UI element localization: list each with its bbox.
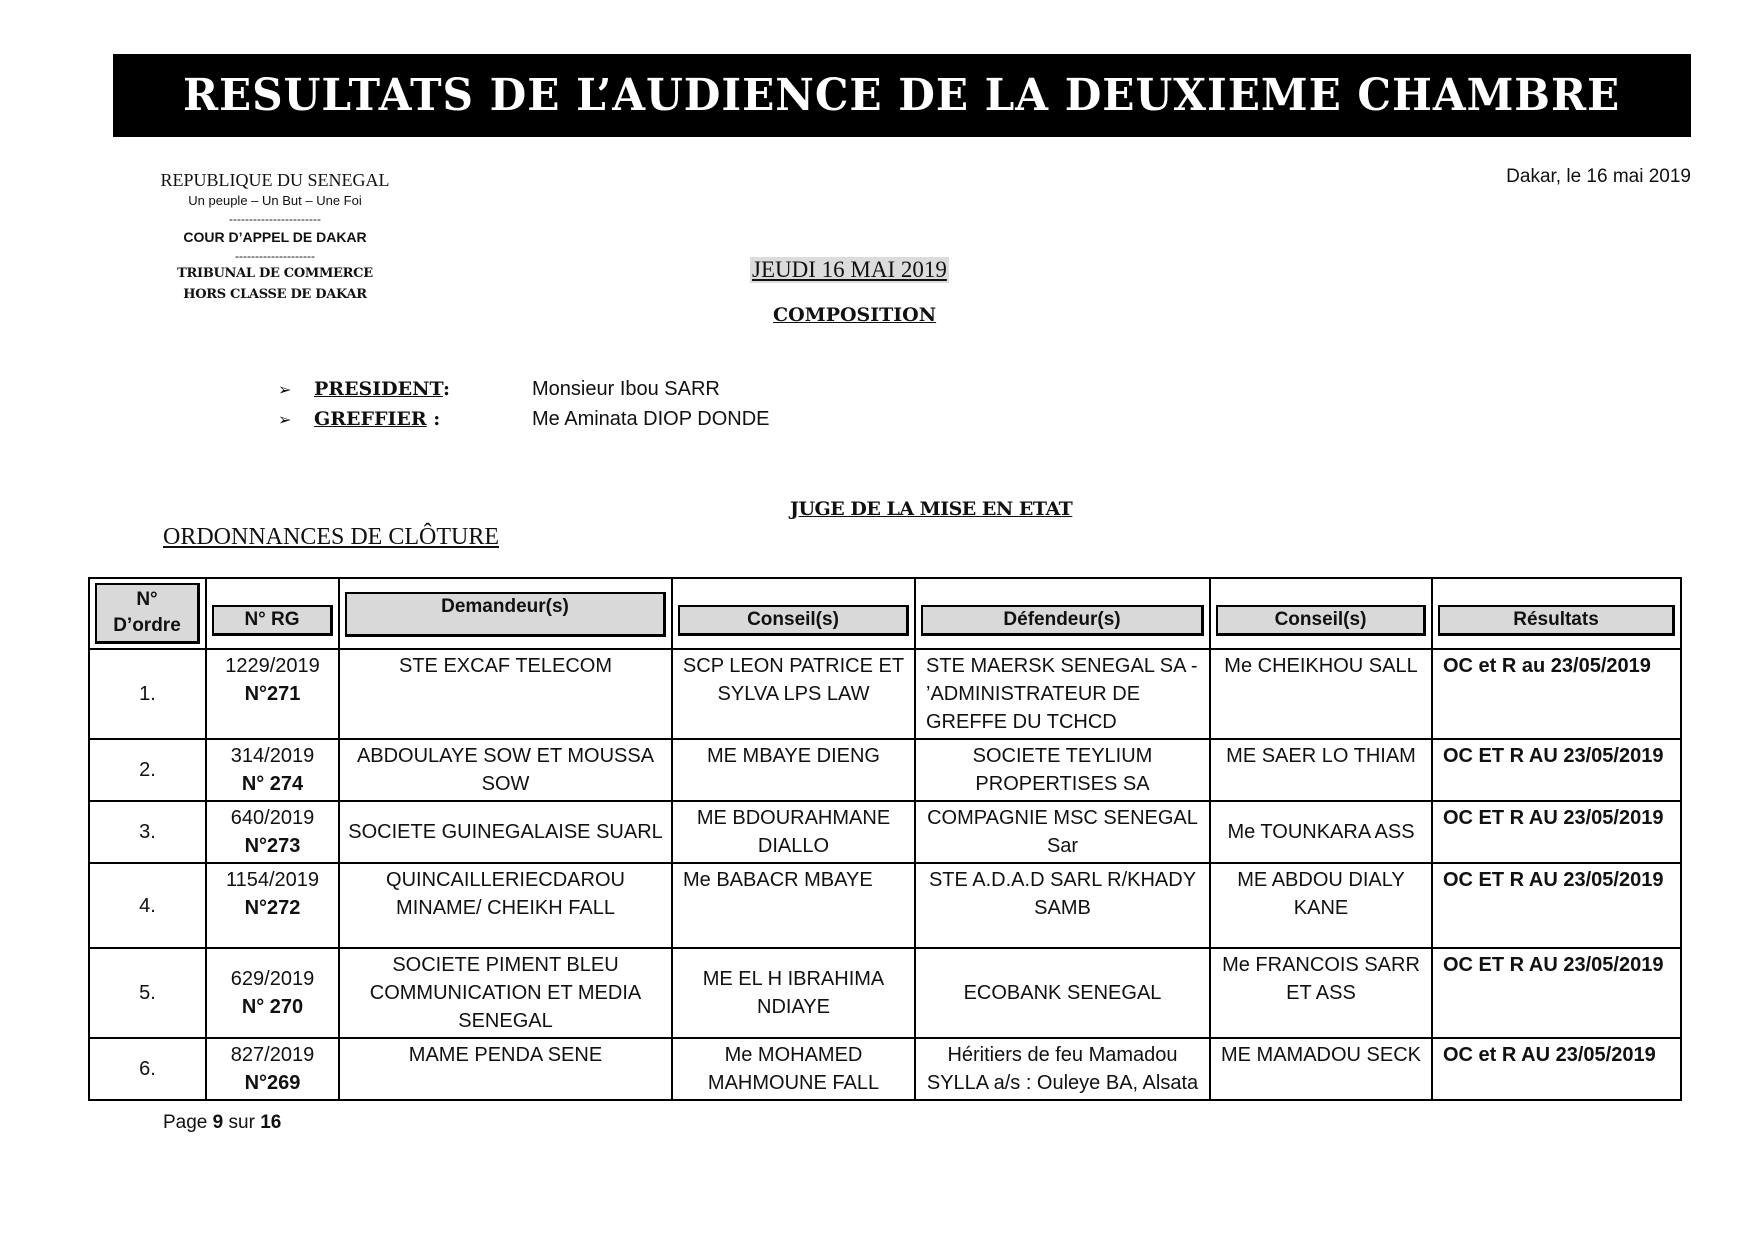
cell-resultat: OC ET R AU 23/05/2019 xyxy=(1432,948,1681,1038)
member-name: Me Aminata DIOP DONDE xyxy=(532,408,770,430)
document-title: RESULTATS DE L’AUDIENCE DE LA DEUXIEME CHAMBRE xyxy=(183,70,1621,121)
cell-ordre: 1. xyxy=(89,649,206,739)
header-defendeurs: Défendeur(s) xyxy=(915,578,1210,649)
section-title: JUGE DE LA MISE EN ETAT xyxy=(790,498,1073,520)
cell-demandeur: ABDOULAYE SOW ET MOUSSA SOW xyxy=(339,739,672,801)
header-conseils-demandeurs: Conseil(s) xyxy=(672,578,915,649)
tribunal-line-1: TRIBUNAL DE COMMERCE xyxy=(177,266,373,281)
letterhead xyxy=(140,170,410,305)
header-ordre: N° D’ordre xyxy=(89,578,206,649)
cell-defendeur: Héritiers de feu Mamadou SYLLA a/s : Ouleye BA, Alsata xyxy=(915,1038,1210,1100)
arrow-bullet-icon: ➢ xyxy=(278,382,292,399)
table-row xyxy=(89,1038,1681,1100)
cell-rg: 1229/2019 N°271 xyxy=(206,649,339,739)
composition-greffier xyxy=(278,408,769,431)
cell-ordre: 3. xyxy=(89,801,206,863)
title-banner xyxy=(113,54,1691,137)
rg-number: N°271 xyxy=(244,683,301,705)
cell-ordre: 4. xyxy=(89,863,206,948)
page-footer: Page 9 sur 16 xyxy=(163,1112,282,1133)
cell-conseil-demandeur: Me MOHAMED MAHMOUNE FALL xyxy=(672,1038,915,1100)
cell-conseil-defendeur: Me TOUNKARA ASS xyxy=(1210,801,1432,863)
cell-conseil-demandeur: Me BABACR MBAYE xyxy=(672,863,915,948)
cell-defendeur: SOCIETE TEYLIUM PROPERTISES SA xyxy=(915,739,1210,801)
role-separator: : xyxy=(426,408,441,430)
table-row xyxy=(89,863,1681,948)
subsection-title: ORDONNANCES DE CLÔTURE xyxy=(163,524,499,550)
cell-conseil-defendeur: ME SAER LO THIAM xyxy=(1210,739,1432,801)
cell-rg: 827/2019 N°269 xyxy=(206,1038,339,1100)
rg-number: N°269 xyxy=(244,1072,301,1094)
cell-defendeur: STE MAERSK SENEGAL SA - ’ADMINISTRATEUR DE GREFFE DU TCHCD xyxy=(915,649,1210,739)
cell-defendeur: ECOBANK SENEGAL xyxy=(915,948,1210,1038)
cell-demandeur: STE EXCAF TELECOM xyxy=(339,649,672,739)
cell-ordre: 2. xyxy=(89,739,206,801)
header-demandeurs: Demandeur(s) xyxy=(339,578,672,649)
table-row xyxy=(89,649,1681,739)
results-table-wrapper xyxy=(88,577,1680,1101)
republic-name: REPUBLIQUE DU SENEGAL xyxy=(160,170,390,190)
cell-resultat: OC ET R AU 23/05/2019 xyxy=(1432,863,1681,948)
cell-rg: 640/2019 N°273 xyxy=(206,801,339,863)
header-resultats: Résultats xyxy=(1432,578,1681,649)
cell-rg: 1154/2019 N°272 xyxy=(206,863,339,948)
separator: ----------------------- xyxy=(229,212,321,226)
table-row xyxy=(89,801,1681,863)
cell-resultat: OC ET R AU 23/05/2019 xyxy=(1432,739,1681,801)
cell-rg: 314/2019 N° 274 xyxy=(206,739,339,801)
cell-resultat: OC et R AU 23/05/2019 xyxy=(1432,1038,1681,1100)
cell-conseil-defendeur: ME MAMADOU SECK xyxy=(1210,1038,1432,1100)
national-motto: Un peuple – Un But – Une Foi xyxy=(188,193,362,208)
current-page: 9 xyxy=(212,1112,224,1133)
total-pages: 16 xyxy=(260,1112,282,1133)
hearing-date: JEUDI 16 MAI 2019 xyxy=(752,257,947,282)
place-date: Dakar, le 16 mai 2019 xyxy=(1506,166,1691,187)
role-label: PRESIDENT xyxy=(314,378,443,400)
role-label: GREFFIER xyxy=(314,408,427,430)
header-rg: N° RG xyxy=(206,578,339,649)
cell-conseil-demandeur: ME BDOURAHMANE DIALLO xyxy=(672,801,915,863)
cell-conseil-defendeur: Me FRANCOIS SARR ET ASS xyxy=(1210,948,1432,1038)
composition-title: COMPOSITION xyxy=(773,304,937,326)
cell-rg: 629/2019 N° 270 xyxy=(206,948,339,1038)
court-name: COUR D’APPEL DE DAKAR xyxy=(183,229,367,245)
table-row xyxy=(89,739,1681,801)
cell-conseil-demandeur: ME EL H IBRAHIMA NDIAYE xyxy=(672,948,915,1038)
cell-conseil-defendeur: Me CHEIKHOU SALL xyxy=(1210,649,1432,739)
member-name: Monsieur Ibou SARR xyxy=(532,378,720,400)
cell-conseil-demandeur: SCP LEON PATRICE ET SYLVA LPS LAW xyxy=(672,649,915,739)
rg-number: N° 274 xyxy=(241,773,304,795)
results-table xyxy=(88,577,1682,1101)
cell-conseil-demandeur: ME MBAYE DIENG xyxy=(672,739,915,801)
arrow-bullet-icon: ➢ xyxy=(278,412,292,429)
rg-number: N° 270 xyxy=(241,996,304,1018)
header-conseils-defendeurs: Conseil(s) xyxy=(1210,578,1432,649)
cell-demandeur: MAME PENDA SENE xyxy=(339,1038,672,1100)
tribunal-line-2: HORS CLASSE DE DAKAR xyxy=(183,287,367,302)
rg-number: N°273 xyxy=(244,835,301,857)
separator: -------------------- xyxy=(235,249,315,263)
cell-conseil-defendeur: ME ABDOU DIALY KANE xyxy=(1210,863,1432,948)
cell-demandeur: SOCIETE GUINEGALAISE SUARL xyxy=(339,801,672,863)
table-header-row xyxy=(89,578,1681,649)
cell-demandeur: QUINCAILLERIECDAROU MINAME/ CHEIKH FALL xyxy=(339,863,672,948)
cell-defendeur: STE A.D.A.D SARL R/KHADY SAMB xyxy=(915,863,1210,948)
cell-resultat: OC et R au 23/05/2019 xyxy=(1432,649,1681,739)
table-row xyxy=(89,948,1681,1038)
rg-number: N°272 xyxy=(244,897,301,919)
cell-demandeur: SOCIETE PIMENT BLEU COMMUNICATION ET MEDIA SENEGAL xyxy=(339,948,672,1038)
composition-president xyxy=(278,378,720,401)
cell-ordre: 6. xyxy=(89,1038,206,1100)
role-separator: : xyxy=(442,378,450,400)
cell-ordre: 5. xyxy=(89,948,206,1038)
cell-resultat: OC ET R AU 23/05/2019 xyxy=(1432,801,1681,863)
cell-defendeur: COMPAGNIE MSC SENEGAL Sar xyxy=(915,801,1210,863)
